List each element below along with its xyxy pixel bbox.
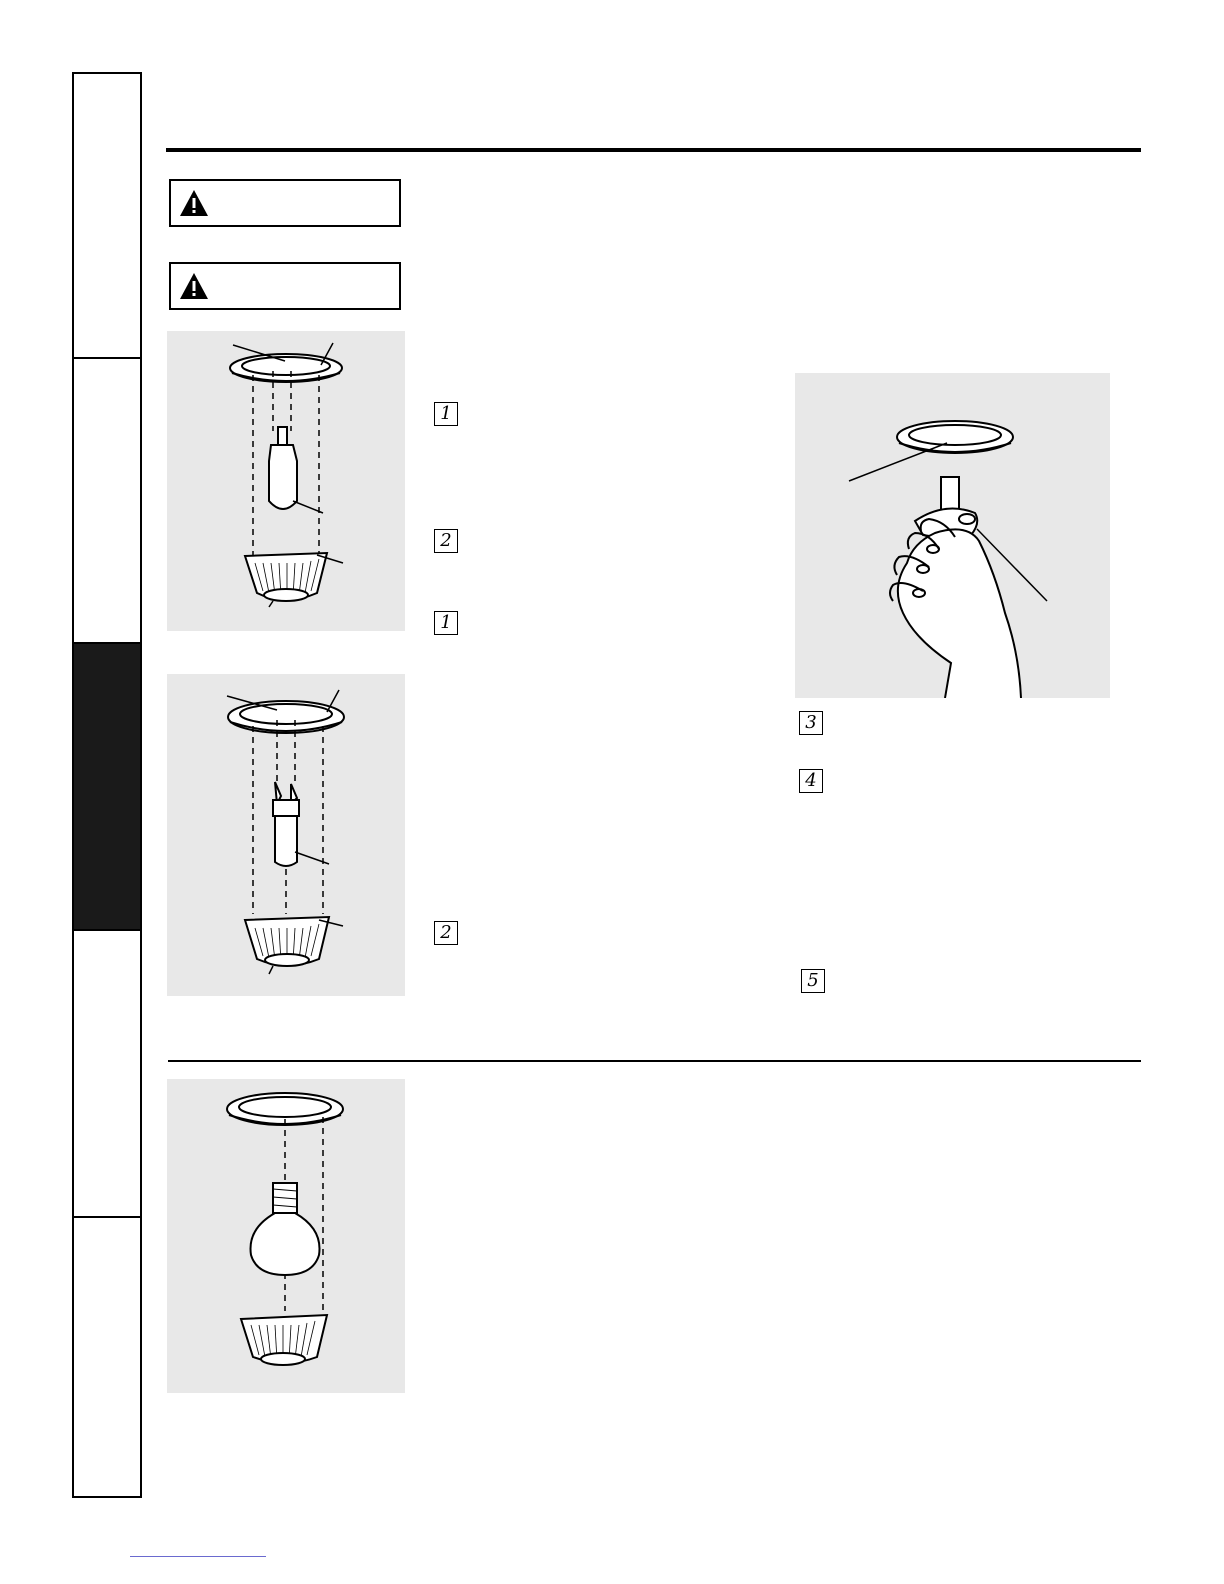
section-rule-middle (168, 1060, 1141, 1062)
incandescent-bulb-figure (167, 1079, 405, 1393)
warning-box-1 (169, 179, 401, 227)
side-tab-4[interactable] (74, 931, 140, 1218)
warning-box-2 (169, 262, 401, 310)
footer-link-underline[interactable] (130, 1556, 266, 1557)
side-tab-3-active[interactable] (74, 644, 140, 931)
incandescent-bulb-icon (167, 1079, 405, 1393)
halogen-bulb-figure-1 (167, 331, 405, 631)
side-tab-strip (72, 72, 142, 1498)
hand-holding-bulb-icon (795, 373, 1110, 698)
side-tab-2[interactable] (74, 359, 140, 644)
halogen-bulb-icon (167, 331, 405, 631)
step-2-marker: 2 (434, 529, 458, 553)
step-3-marker: 3 (799, 711, 823, 735)
section-rule-top (166, 148, 1141, 152)
side-tab-5[interactable] (74, 1218, 140, 1496)
side-tab-1[interactable] (74, 74, 140, 359)
halogen-bulb-bipin-icon (167, 674, 405, 996)
warning-triangle-icon (179, 189, 209, 217)
step-5-marker: 5 (801, 969, 825, 993)
step-2-marker: 2 (434, 921, 458, 945)
halogen-bulb-figure-2 (167, 674, 405, 996)
step-1-marker: 1 (434, 611, 458, 635)
step-4-marker: 4 (799, 769, 823, 793)
step-1-marker: 1 (434, 402, 458, 426)
warning-triangle-icon (179, 272, 209, 300)
hand-removing-bulb-figure (795, 373, 1110, 698)
